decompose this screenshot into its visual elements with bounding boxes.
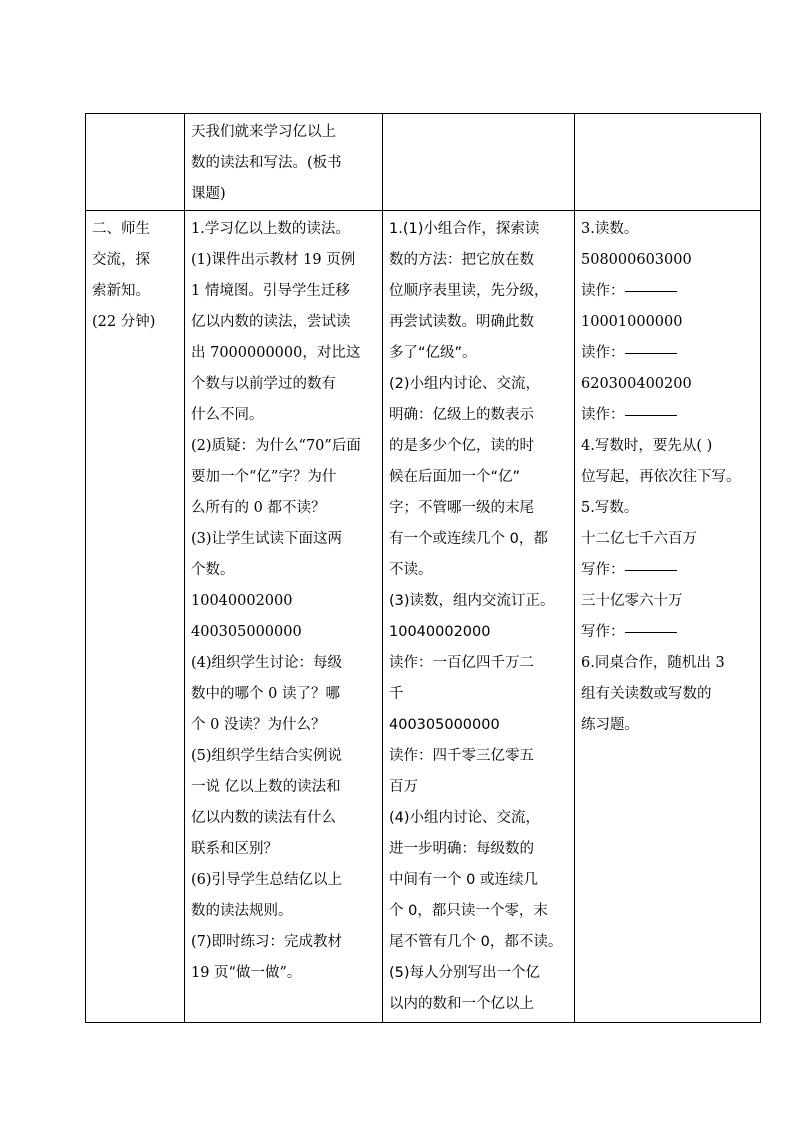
text-line: 候在后面加一个“亿” (389, 469, 521, 485)
text-line: 么所有的 0 都不读？ (191, 500, 326, 516)
answer-blank (625, 352, 677, 354)
answer-line (581, 400, 754, 431)
text-line: 1 情境图。引导学生迁移 (191, 283, 350, 299)
text-line: 天我们就来学习亿以上 (191, 124, 336, 140)
text-line: (2)质疑：为什么“70”后面 (191, 438, 361, 454)
text-line: 数的方法：把它放在数 (389, 252, 534, 268)
text-line: 以内的数和一个亿以上 (389, 996, 534, 1012)
text-line: (2)小组内讨论、交流， (389, 376, 541, 392)
cell-intro-text (185, 114, 383, 211)
exercise-text: 6.同桌合作，随机出 3 (581, 655, 725, 671)
text-line: 个 0 没读？为什么？ (191, 717, 326, 733)
answer-line (581, 276, 754, 307)
exercise-question: 4.写数时，要先从( ) (581, 438, 713, 454)
words-line: 十二亿七千六百万 (581, 531, 697, 547)
answer-blank (625, 414, 677, 416)
answer-label: 读作： (581, 283, 625, 299)
text-line: 数中的哪个 0 读了？哪 (191, 686, 340, 702)
cell-student-activities (383, 211, 575, 1023)
exercise-title: 5.写数。 (581, 500, 639, 516)
answer-line (581, 338, 754, 369)
number-line: 10001000000 (581, 314, 683, 330)
text-line: (4)小组内讨论、交流， (389, 810, 541, 826)
answer-label: 读作： (581, 407, 625, 423)
text-line: 个 0，都只读一个零，末 (389, 903, 548, 919)
text-line: 尾不管有几个 0，都不读。 (389, 934, 563, 950)
answer-blank (625, 569, 677, 571)
table-row-intro (86, 114, 761, 211)
text-line: 个数与以前学过的数有 (191, 376, 336, 392)
text-line: 千 (389, 686, 404, 702)
text-line: 亿以内数的读法，尝试读 (191, 314, 351, 330)
number-line: 620300400200 (581, 376, 692, 392)
text-line: 出 7000000000，对比这 (191, 345, 361, 361)
text-line: 课题) (191, 186, 226, 202)
text-line: 读作：四千零三亿零五 (389, 748, 534, 764)
number-line: 400305000000 (191, 624, 302, 640)
text-line: 一说 亿以上数的读法和 (191, 779, 341, 795)
answer-label: 读作： (581, 345, 625, 361)
answer-blank (625, 631, 677, 633)
text-line: 个数。 (191, 562, 235, 578)
text-line: (3)让学生试读下面这两 (191, 531, 343, 547)
text-line: (5)组织学生结合实例说 (191, 748, 343, 764)
section-duration: (22 分钟) (92, 314, 156, 330)
text-line: 数的读法和写法。(板书 (191, 155, 342, 171)
text-line: 什么不同。 (191, 407, 264, 423)
text-line: 要加一个“亿”字？为什 (191, 469, 337, 485)
number-line: 400305000000 (389, 717, 500, 733)
cell-section-title (86, 211, 185, 1023)
exercise-question: 位写起，再依次往下写。 (581, 469, 741, 485)
text-line: 1.(1)小组合作，探索读 (389, 221, 540, 237)
section-title-line: 二、师生 (92, 221, 150, 237)
text-line: 有一个或连续几个 0，都 (389, 531, 548, 547)
words-line: 三十亿零六十万 (581, 593, 683, 609)
text-line: 明确：亿级上的数表示 (389, 407, 534, 423)
table-row-explore (86, 211, 761, 1023)
text-line: (6)引导学生总结亿以上 (191, 872, 343, 888)
text-line: (4)组织学生讨论：每级 (191, 655, 343, 671)
cell-practice-empty (575, 114, 761, 211)
number-line: 508000603000 (581, 252, 692, 268)
text-line: 19 页“做一做”。 (191, 965, 302, 981)
answer-label: 写作： (581, 562, 625, 578)
text-line: 的是多少个亿，读的时 (389, 438, 534, 454)
number-line: 10040002000 (191, 593, 293, 609)
text-line: 亿以内数的读法有什么 (191, 810, 336, 826)
text-line: (7)即时练习：完成教材 (191, 934, 343, 950)
text-line: 1.学习亿以上数的读法。 (191, 221, 350, 237)
text-line: 中间有一个 0 或连续几 (389, 872, 538, 888)
section-title-line: 索新知。 (92, 283, 150, 299)
text-line: 字；不管哪一级的末尾 (389, 500, 534, 516)
text-line: 读作：一百亿四千万二 (389, 655, 534, 671)
text-line: 不读。 (389, 562, 433, 578)
text-line: (3)读数，组内交流订正。 (389, 593, 555, 609)
exercise-text: 组有关读数或写数的 (581, 686, 712, 702)
text-line: 数的读法规则。 (191, 903, 293, 919)
text-line: 位顺序表里读，先分级， (389, 283, 549, 299)
lesson-plan-table (85, 113, 761, 1023)
exercise-title: 3.读数。 (581, 221, 639, 237)
answer-blank (625, 290, 677, 292)
text-line: 进一步明确：每级数的 (389, 841, 534, 857)
section-title-line: 交流，探 (92, 252, 150, 268)
text-line: 百万 (389, 779, 418, 795)
cell-section-empty (86, 114, 185, 211)
answer-line (581, 555, 754, 586)
exercise-text: 练习题。 (581, 717, 639, 733)
number-line: 10040002000 (389, 624, 491, 640)
text-line: 再尝试读数。明确此数 (389, 314, 534, 330)
text-line: (5)每人分别写出一个亿 (389, 965, 541, 981)
cell-teacher-activities (185, 211, 383, 1023)
cell-student-empty (383, 114, 575, 211)
text-line: 多了“亿级”。 (389, 345, 477, 361)
answer-label: 写作： (581, 624, 625, 640)
answer-line (581, 617, 754, 648)
cell-practice-exercises (575, 211, 761, 1023)
text-line: 联系和区别？ (191, 841, 278, 857)
text-line: (1)课件出示教材 19 页例 (191, 252, 356, 268)
